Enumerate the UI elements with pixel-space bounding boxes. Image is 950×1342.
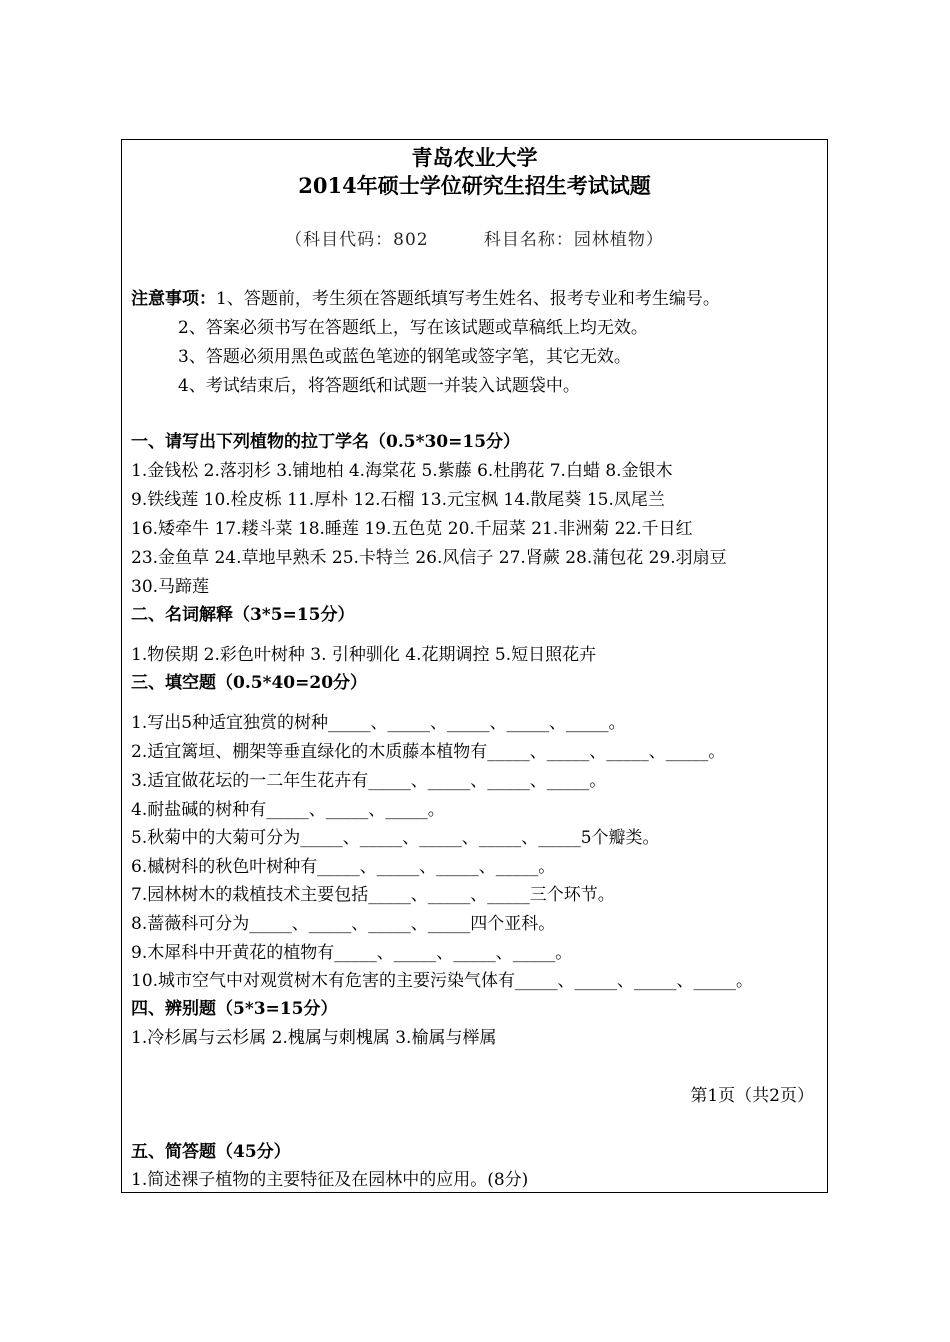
subject-name: 科目名称：园林植物） [483, 230, 664, 250]
notice-line-1 [131, 288, 720, 310]
section3-heading: 三、填空题（0.5*40=20分） [131, 673, 368, 693]
fill-question: 9.木犀科中开黄花的植物有_____、_____、_____、_____。 [131, 943, 573, 963]
section1-line: 23.金鱼草 24.草地早熟禾 25.卡特兰 26.风信子 27.肾蕨 28.蒲包花 29.羽扇豆 [131, 548, 727, 568]
section1-line: 16.矮牵牛 17.耧斗菜 18.睡莲 19.五色苋 20.千屈菜 21.非洲菊 22.千日红 [131, 519, 693, 539]
notice-item: 3、答题必须用黑色或蓝色笔迹的钢笔或签字笔，其它无效。 [178, 347, 631, 367]
fill-question: 8.蔷薇科可分为_____、_____、_____、_____四个亚科。 [131, 914, 556, 934]
fill-question: 1.写出5种适宜独赏的树种_____、_____、_____、_____、_____。 [131, 713, 626, 733]
university-title: 青岛农业大学 [411, 145, 538, 170]
page-number: 第1页（共2页） [690, 1086, 814, 1106]
fill-question: 6.槭树科的秋色叶树种有_____、_____、_____、_____。 [131, 857, 556, 877]
notice-item: 1、答题前，考生须在答题纸填写考生姓名、报考专业和考生编号。 [216, 289, 720, 309]
section5-line: 1.简述裸子植物的主要特征及在园林中的应用。(8分) [131, 1170, 529, 1190]
fill-question: 3.适宜做花坛的一二年生花卉有_____、_____、_____、_____。 [131, 771, 607, 791]
exam-title: 2014年硕士学位研究生招生考试试题 [298, 173, 651, 198]
subject-code: （科目代码：802 [285, 230, 429, 250]
section2-line: 1.物侯期 2.彩色叶树种 3. 引种驯化 4.花期调控 5.短日照花卉 [131, 645, 597, 665]
section1-line: 30.马蹄莲 [131, 577, 210, 597]
fill-question: 2.适宜篱垣、棚架等垂直绿化的木质藤本植物有_____、_____、_____、_____。 [131, 742, 726, 762]
section5-heading: 五、简答题（45分） [131, 1142, 291, 1162]
section4-line: 1.冷杉属与云杉属 2.槐属与刺槐属 3.榆属与榉属 [131, 1028, 497, 1048]
fill-question: 5.秋菊中的大菊可分为_____、_____、_____、_____、_____5个瓣类。 [131, 828, 660, 848]
subject-info [121, 229, 828, 251]
section1-line: 1.金钱松 2.落羽杉 3.铺地柏 4.海棠花 5.紫藤 6.杜鹃花 7.白蜡 8.金银木 [131, 461, 673, 481]
notice-item: 4、考试结束后，将答题纸和试题一并装入试题袋中。 [178, 376, 580, 396]
section4-heading: 四、辨别题（5*3=15分） [131, 999, 338, 1019]
fill-question: 4.耐盐碱的树种有_____、_____、_____。 [131, 800, 445, 820]
fill-question: 10.城市空气中对观赏树木有危害的主要污染气体有_____、_____、_____、_____。 [131, 971, 754, 991]
section1-heading: 一、请写出下列植物的拉丁学名（0.5*30=15分） [131, 432, 521, 452]
section1-line: 9.铁线莲 10.栓皮栎 11.厚朴 12.石榴 13.元宝枫 14.散尾葵 15.凤尾兰 [131, 490, 665, 510]
notice-label: 注意事项： [131, 289, 216, 309]
section2-heading: 二、名词解释（3*5=15分） [131, 605, 355, 625]
notice-item: 2、答案必须书写在答题纸上，写在该试题或草稿纸上均无效。 [178, 318, 648, 338]
fill-question: 7.园林树木的栽植技术主要包括_____、_____、_____三个环节。 [131, 885, 615, 905]
